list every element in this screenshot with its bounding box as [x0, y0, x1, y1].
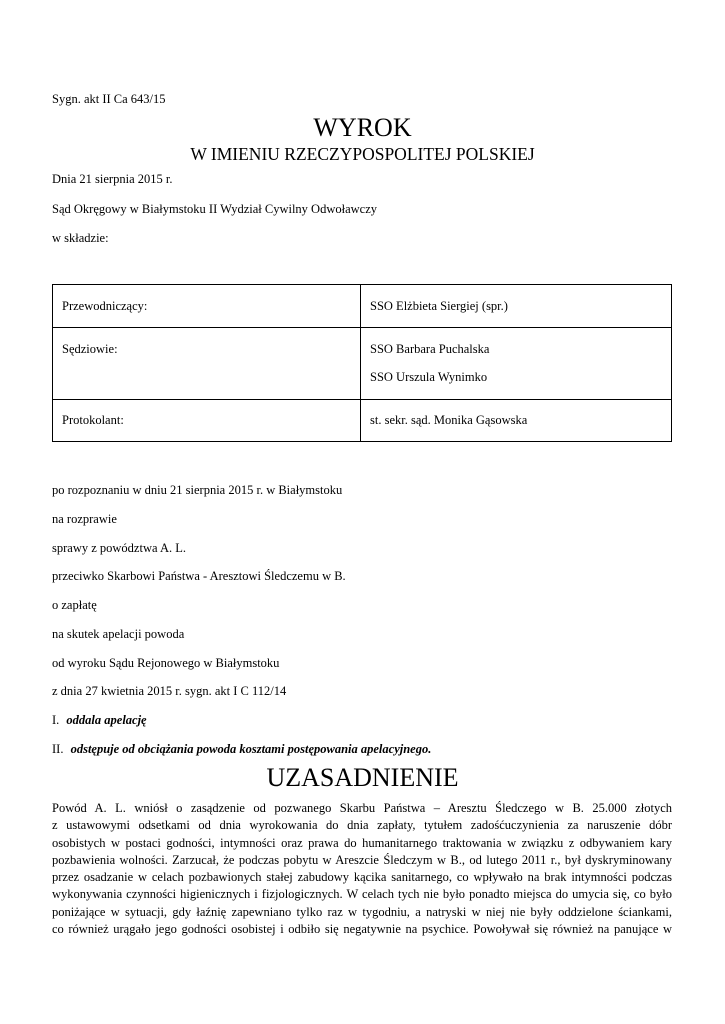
- proceedings-line: sprawy z powództwa A. L.: [52, 541, 186, 555]
- justification-title: UZASADNIENIE: [266, 763, 459, 792]
- proceedings-line: na skutek apelacji powoda: [52, 627, 185, 641]
- proceedings-line: przeciwko Skarbowi Państwa - Aresztowi Śledczemu w B.: [52, 569, 346, 583]
- justification-paragraph: [52, 800, 672, 938]
- judgment-date: Dnia 21 sierpnia 2015 r.: [52, 172, 173, 186]
- paragraph-line: z ustawowymi odsetkami od dnia wyrokowania do dnia zapłaty, tytułem zadośćuczynienia za naruszenie dóbr: [52, 818, 672, 833]
- paragraph-line: pozbawienia wolności. Zarzucał, że podczas pobytu w Areszcie Śledczym w B., od lutego 2011 r., był dyskryminowany: [52, 852, 672, 867]
- proceedings-line: z dnia 27 kwietnia 2015 r. sygn. akt I C 112/14: [52, 684, 287, 698]
- composition-label: w składzie:: [52, 231, 109, 245]
- paragraph-line: Powód A. L. wniósł o zasądzenie od pozwanego Skarbu Państwa – Aresztu Śledczego w B. 25.000 złotych: [52, 801, 672, 815]
- table-label-judges: Sędziowie:: [62, 342, 118, 356]
- ruling-number: II.: [52, 742, 64, 756]
- table-label-clerk: Protokolant:: [62, 413, 124, 427]
- paragraph-line: wykonywania czynności higienicznych i fizjologicznych. W celach tych nie było ponadto miejsca do umycia się, co było: [52, 887, 672, 902]
- table-value-judge-2: SSO Urszula Wynimko: [370, 370, 488, 384]
- table-row-divider: [53, 327, 671, 328]
- court-name: Sąd Okręgowy w Białymstoku II Wydział Cywilny Odwoławczy: [52, 202, 378, 216]
- proceedings-line: o zapłatę: [52, 598, 97, 612]
- proceedings-line: po rozpoznaniu w dniu 21 sierpnia 2015 r. w Białymstoku: [52, 483, 343, 497]
- proceedings-line: od wyroku Sądu Rejonowego w Białymstoku: [52, 656, 280, 670]
- paragraph-line: przez osadzanie w celach pozbawionych stałej zabudowy kącika sanitarnego, co wpływało na brak intymności podczas: [52, 870, 672, 885]
- document-subtitle: W IMIENIU RZECZYPOSPOLITEJ POLSKIEJ: [190, 144, 535, 164]
- ruling-item: [52, 742, 431, 757]
- document-title: WYROK: [313, 113, 412, 142]
- ruling-number: I.: [52, 713, 60, 727]
- table-value-presiding: SSO Elżbieta Siergiej (spr.): [370, 299, 508, 313]
- case-number: Sygn. akt II Ca 643/15: [52, 92, 166, 106]
- table-column-divider: [360, 285, 361, 441]
- table-row-divider: [53, 399, 671, 400]
- table-value-clerk: st. sekr. sąd. Monika Gąsowska: [370, 413, 528, 427]
- ruling-item: [52, 713, 147, 728]
- paragraph-line: osobistych w postaci godności, intymności oraz prawa do humanitarnego traktowania w związku z odbywaniem kary: [52, 835, 672, 850]
- table-label-presiding: Przewodniczący:: [62, 299, 148, 313]
- table-value-judge-1: SSO Barbara Puchalska: [370, 342, 490, 356]
- ruling-text: odstępuje od obciążania powoda kosztami postępowania apelacyjnego.: [70, 742, 432, 756]
- paragraph-line: poniżające w sytuacji, gdy łaźnię zapewniano tylko raz w tygodniu, a natryski w niej nie były oddzielone ściankami,: [52, 904, 672, 919]
- proceedings-line: na rozprawie: [52, 512, 117, 526]
- paragraph-line: co również urągało jego godności osobistej i odbiło się negatywnie na psychice. Powoływał się również na panujące w: [52, 922, 672, 937]
- ruling-text: oddala apelację: [66, 713, 147, 727]
- court-composition-table: [52, 284, 672, 442]
